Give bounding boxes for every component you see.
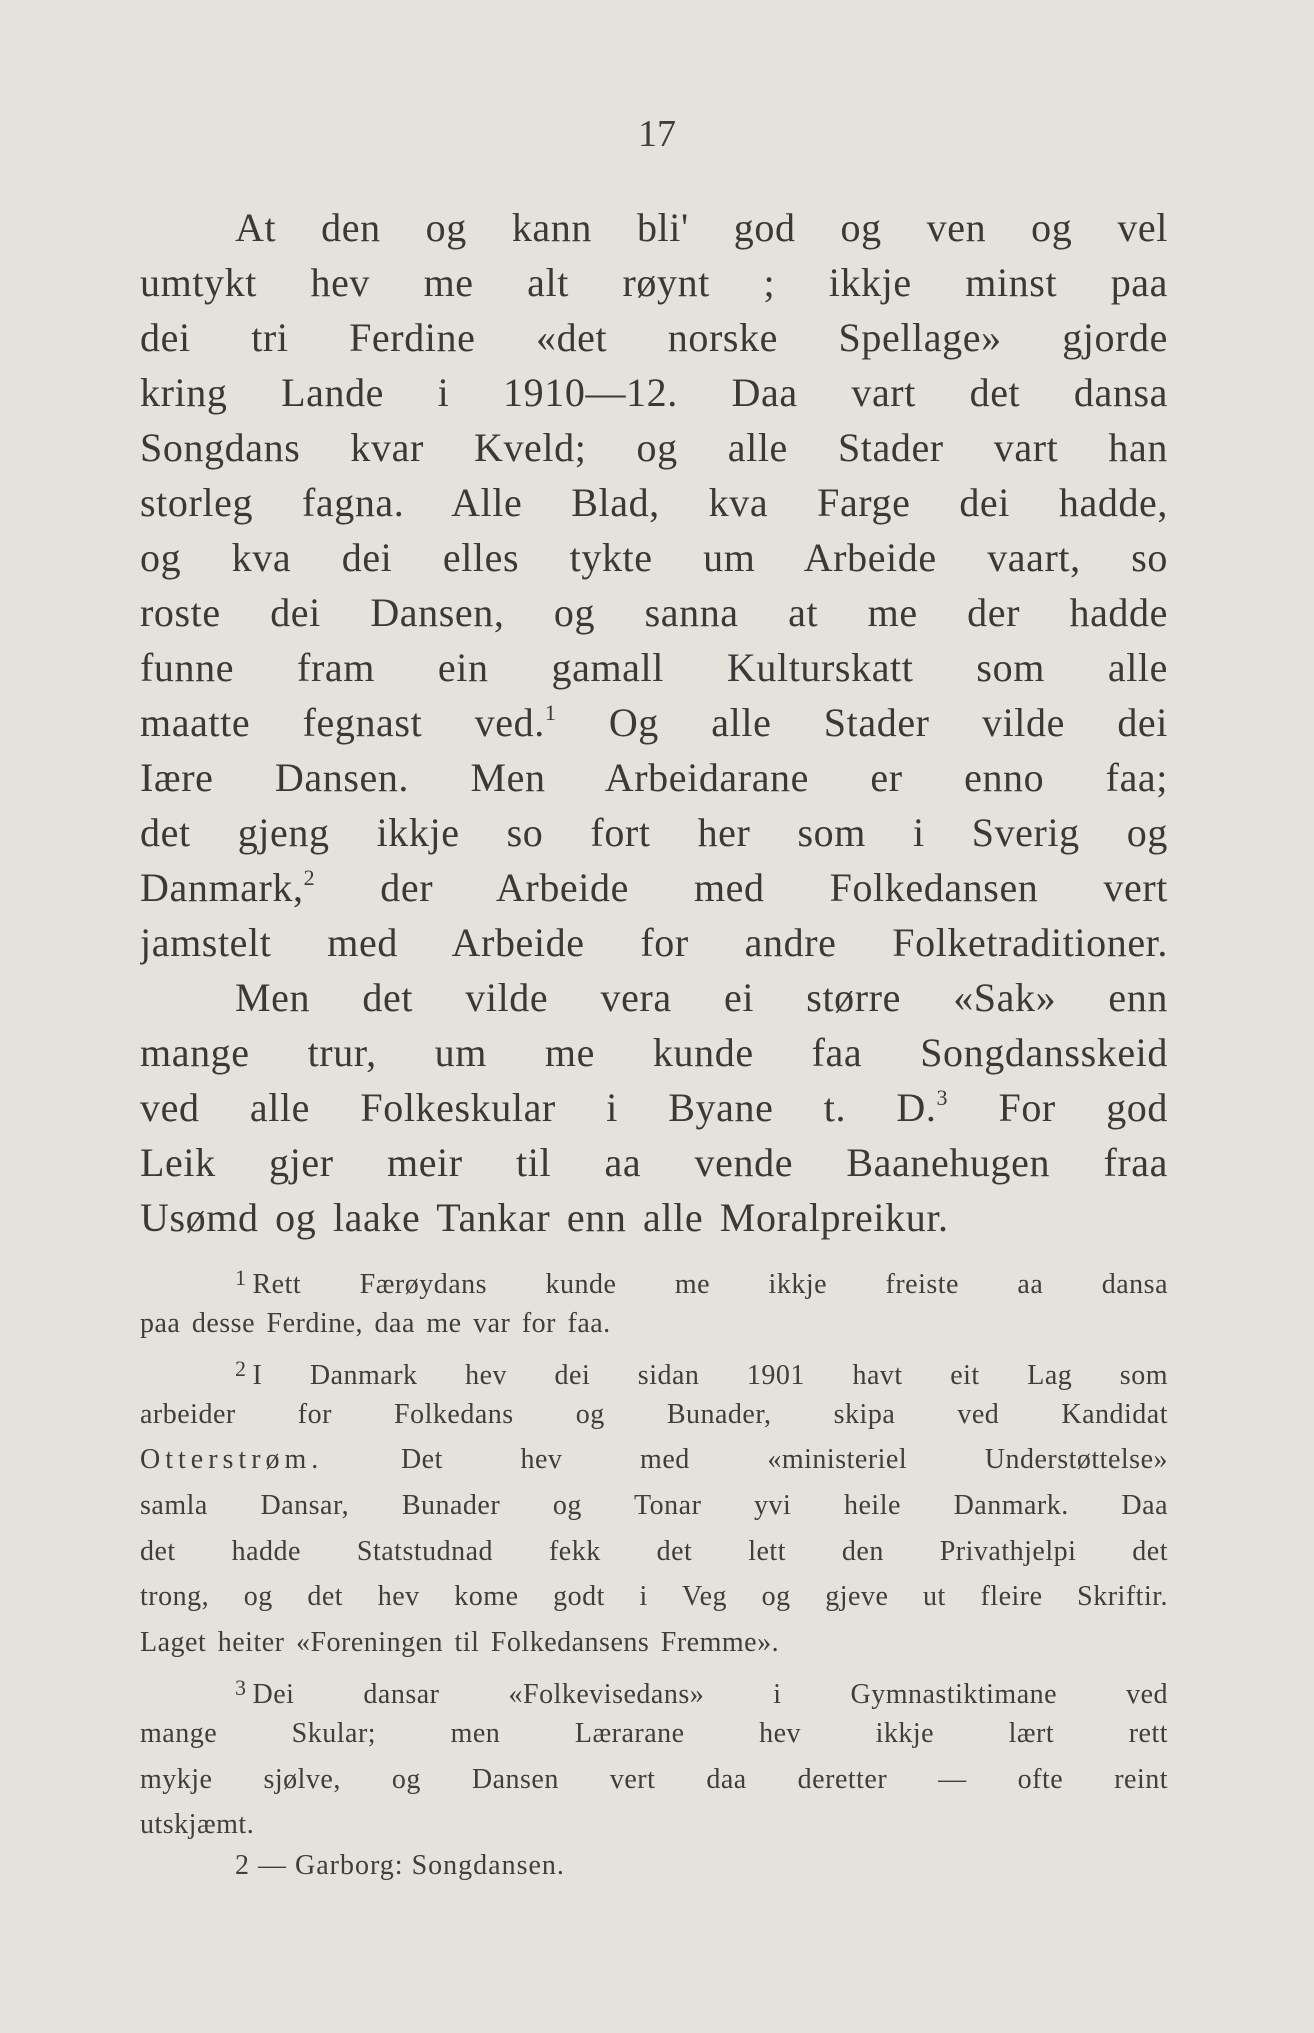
footnote-marker-3: 3	[235, 1675, 247, 1701]
text-segment: maatte fegnast ved.	[140, 700, 545, 745]
page-number: 17	[638, 113, 676, 155]
footnote-ref-2: 2	[303, 865, 316, 890]
text-segment: For god	[948, 1085, 1168, 1130]
text-line: kring Lande i 1910—12. Daa vart det dansa	[140, 370, 1168, 415]
text-segment: Rett Færøydans kunde me ikkje freiste aa dansa	[252, 1269, 1168, 1300]
text-segment: Og alle Stader vilde dei	[556, 700, 1168, 745]
text-segment: ved alle Folkeskular i Byane t. D.	[140, 1085, 937, 1130]
footnote-1-line: paa desse Ferdine, daa me var for faa.	[140, 1307, 611, 1339]
text-line	[140, 1080, 1168, 1135]
footnote-3-line: utskjæmt.	[140, 1809, 255, 1841]
text-line: At den og kann bli' god og ven og vel	[235, 205, 1168, 250]
text-line: Songdans kvar Kveld; og alle Stader vart han	[140, 425, 1168, 470]
text-line: dei tri Ferdine «det norske Spellage» gjorde	[140, 315, 1168, 360]
text-line: roste dei Dansen, og sanna at me der hadde	[140, 590, 1168, 635]
main-text	[140, 200, 1168, 1245]
footnote-marker-1: 1	[235, 1265, 247, 1290]
text-segment: I Danmark hev dei sidan 1901 havt eit Lag som	[252, 1360, 1168, 1392]
footnote-3-line: mange Skular; men Lærarane hev ikkje lært rett	[140, 1717, 1168, 1749]
footnote-ref-1: 1	[544, 700, 557, 725]
footnote-2-line: samla Dansar, Bunader og Tonar yvi heile Danmark. Daa	[140, 1489, 1168, 1521]
text-line: jamstelt med Arbeide for andre Folketraditioner.	[140, 920, 1168, 965]
footnote-2-line: trong, og det hev kome godt i Veg og gjeve ut fleire Skriftir.	[140, 1581, 1168, 1613]
footnote-2-line: arbeider for Folkedans og Bunader, skipa ved Kandidat	[140, 1398, 1168, 1430]
text-line: Men det vilde vera ei større «Sak» enn	[235, 975, 1168, 1020]
footnote-ref-3: 3	[936, 1085, 949, 1110]
footnote-1-line	[140, 1255, 1168, 1301]
text-line	[140, 695, 1168, 750]
text-line: Iære Dansen. Men Arbeidarane er enno faa;	[140, 755, 1168, 800]
text-line	[140, 860, 1168, 915]
footnote-3-line: mykje sjølve, og Dansen vert daa deretter — ofte reint	[140, 1763, 1168, 1795]
text-segment: der Arbeide med Folkedansen vert	[315, 865, 1168, 910]
text-line: Leik gjer meir til aa vende Baanehugen fraa	[140, 1140, 1168, 1185]
footnotes	[140, 1255, 1168, 1848]
footnote-2-line: Laget heiter «Foreningen til Folkedansens Fremme».	[140, 1626, 780, 1658]
text-segment: Danmark,	[140, 865, 304, 910]
text-line: det gjeng ikkje so fort her som i Sverig og	[140, 810, 1168, 855]
footnote-2-line	[140, 1437, 1168, 1483]
text-line: Usømd og laake Tankar enn alle Moralpreikur.	[140, 1195, 949, 1240]
text-line: og kva dei elles tykte um Arbeide vaart, so	[140, 535, 1168, 580]
footnote-2-line: det hadde Statstudnad fekk det lett den Privathjelpi det	[140, 1535, 1168, 1567]
text-segment: Det hev med «ministeriel Understøttelse»	[323, 1444, 1168, 1476]
text-segment: Dei dansar «Folkevisedans» i Gymnastiktimane ved	[252, 1679, 1168, 1711]
author-name: Otterstrøm.	[140, 1444, 324, 1476]
text-line: funne fram ein gamall Kulturskatt som alle	[140, 645, 1168, 690]
footnote-2-line	[140, 1346, 1168, 1392]
text-line: mange trur, um me kunde faa Songdansskeid	[140, 1030, 1168, 1075]
signature-line: 2 — Garborg: Songdansen.	[235, 1850, 565, 1881]
text-line: umtykt hev me alt røynt ; ikkje minst paa	[140, 260, 1168, 305]
footnote-3-line	[140, 1665, 1168, 1711]
footnote-marker-2: 2	[235, 1356, 247, 1382]
text-line: storleg fagna. Alle Blad, kva Farge dei hadde,	[140, 480, 1168, 525]
